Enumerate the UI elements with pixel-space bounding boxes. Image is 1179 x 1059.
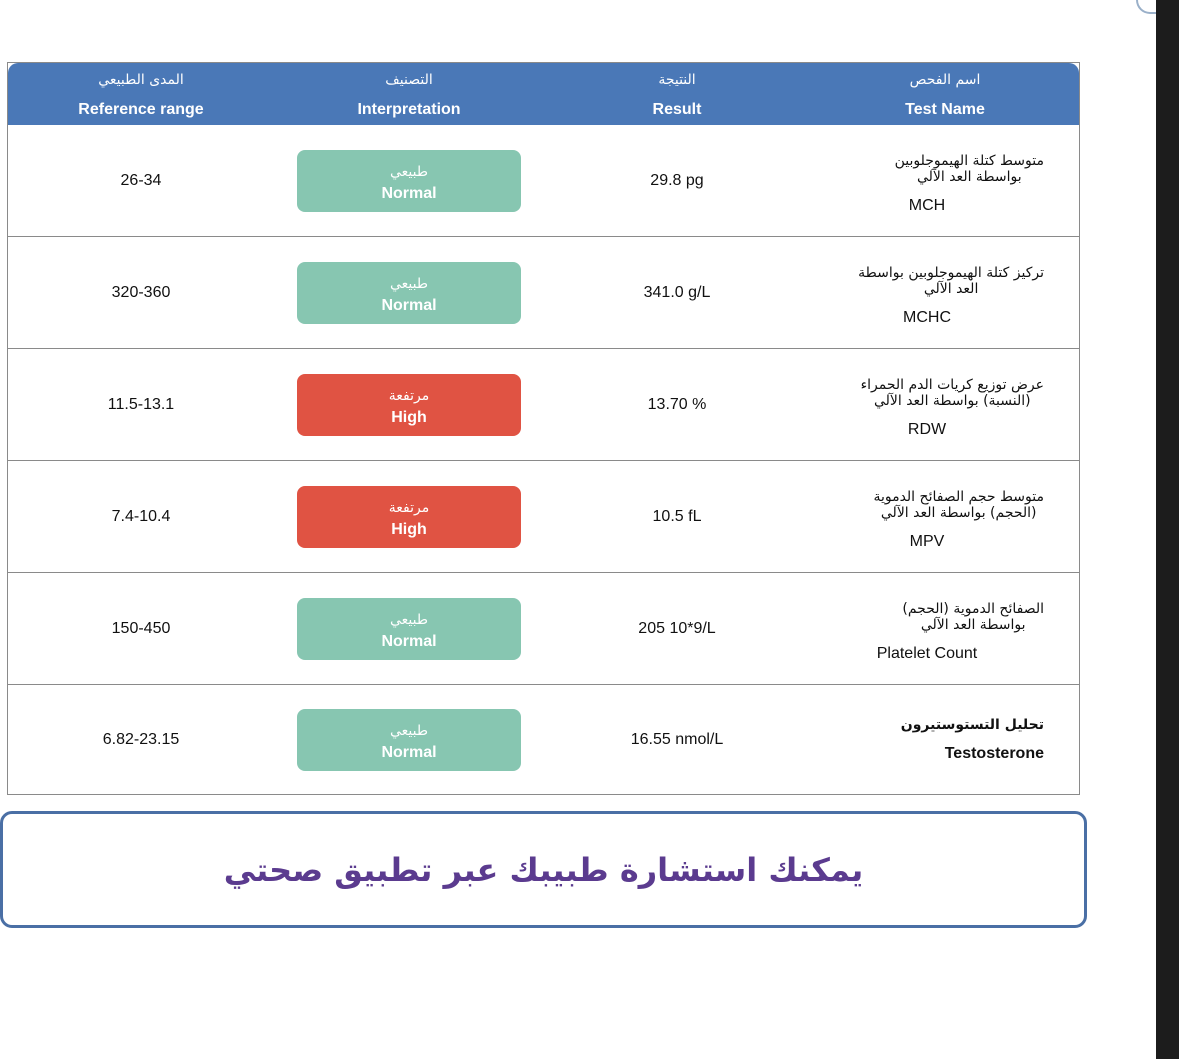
header-test-name-ar: اسم الفحص: [909, 72, 981, 88]
test-name-cell: [810, 573, 1060, 684]
table-row: [8, 573, 1079, 685]
header-result: [544, 63, 810, 125]
status-badge-high: [297, 374, 521, 436]
test-name-ar-line1: تركيز كتلة الهيموجلوبين بواسطة: [858, 265, 1044, 281]
status-label-ar: طبيعي: [389, 275, 428, 292]
status-badge-normal: [297, 262, 521, 324]
test-name-ar-line2: بواسطة العد الآلي: [916, 169, 1022, 185]
test-name-cell: [810, 349, 1060, 460]
status-label-en: Normal: [381, 744, 437, 761]
reference-range-value: 26-34: [120, 171, 162, 189]
status-badge-normal: [297, 709, 521, 771]
status-label-en: High: [391, 520, 427, 538]
test-name-ar: [810, 489, 1044, 521]
test-name-ar: [810, 265, 1044, 297]
result-value: 13.70 %: [647, 395, 707, 413]
status-badge-normal: [297, 598, 521, 660]
status-label-ar: مرتفعة: [388, 499, 430, 516]
test-name-ar: [810, 153, 1044, 185]
header-reference-range-en: Reference range: [78, 101, 204, 118]
reference-range-value: 150-450: [111, 619, 171, 637]
reference-range-value: 7.4-10.4: [111, 507, 171, 525]
test-name-ar: تحليل التستوستيرون: [900, 717, 1044, 733]
consult-doctor-banner[interactable]: [0, 811, 1087, 928]
test-name-en: MCHC: [903, 309, 951, 326]
status-label-en: Normal: [381, 184, 437, 202]
interpretation-cell: [274, 125, 544, 236]
interpretation-cell: [274, 461, 544, 572]
header-interpretation-en: Interpretation: [357, 101, 461, 118]
header-interpretation: [274, 63, 544, 125]
test-name-ar: [810, 601, 1044, 633]
result-value: 205 10*9/L: [638, 619, 716, 637]
result-value: 29.8 pg: [650, 171, 704, 189]
result-value: 341.0 g/L: [643, 283, 711, 301]
table-row: [8, 461, 1079, 573]
test-name-cell: [810, 685, 1060, 795]
test-name-en: MCH: [908, 197, 946, 214]
table-row: [8, 237, 1079, 349]
test-name-en: RDW: [907, 421, 947, 438]
result-value: 16.55 nmol/L: [630, 731, 724, 748]
status-label-ar: طبيعي: [389, 611, 428, 628]
table-header: [8, 63, 1079, 125]
test-name-en: Platelet Count: [876, 645, 978, 662]
table-row: [8, 685, 1079, 795]
status-label-ar: طبيعي: [389, 163, 428, 180]
test-name-ar-line1: عرض توزيع كريات الدم الحمراء: [860, 377, 1044, 393]
header-reference-range: [8, 63, 274, 125]
interpretation-cell: [274, 685, 544, 795]
header-test-name: [810, 63, 1080, 125]
reference-range-value: 320-360: [111, 283, 171, 301]
test-name-ar-line1: متوسط حجم الصفائح الدموية: [873, 489, 1044, 505]
table-row: [8, 349, 1079, 461]
result-value: 10.5 fL: [652, 507, 702, 525]
table-row: [8, 125, 1079, 237]
interpretation-cell: [274, 349, 544, 460]
lab-results-table: [7, 62, 1080, 795]
status-badge-normal: [297, 150, 521, 212]
test-name-ar-line2: العد الآلي: [923, 281, 979, 297]
test-name-en: Testosterone: [944, 745, 1044, 762]
test-name-ar: [810, 377, 1044, 409]
status-label-en: High: [391, 408, 427, 426]
test-name-ar-line1: متوسط كتلة الهيموجلوبين: [894, 153, 1044, 169]
test-name-ar-line2: (الحجم) بواسطة العد الآلي: [880, 505, 1037, 521]
test-name-ar-line2: (النسبة) بواسطة العد الآلي: [873, 393, 1031, 409]
test-name-ar-line1: الصفائح الدموية (الحجم): [902, 601, 1044, 617]
test-name-cell: [810, 461, 1060, 572]
interpretation-cell: [274, 237, 544, 348]
status-label-en: Normal: [381, 632, 437, 650]
interpretation-cell: [274, 573, 544, 684]
test-name-en: MPV: [909, 533, 945, 550]
header-test-name-en: Test Name: [905, 101, 985, 118]
status-label-en: Normal: [381, 296, 437, 314]
test-name-ar-line2: بواسطة العد الآلي: [920, 617, 1026, 633]
status-label-ar: مرتفعة: [388, 387, 430, 404]
reference-range-value: 11.5-13.1: [107, 395, 175, 413]
header-result-ar: النتيجة: [658, 72, 696, 88]
right-edge-bar: [1156, 0, 1179, 1059]
consult-doctor-text: يمكنك استشارة طبيبك عبر تطبيق صحتي: [223, 850, 864, 889]
header-interpretation-ar: التصنيف: [385, 72, 433, 88]
status-label-ar: طبيعي: [389, 723, 428, 739]
status-badge-high: [297, 486, 521, 548]
test-name-cell: [810, 237, 1060, 348]
header-result-en: Result: [652, 101, 702, 118]
test-name-cell: [810, 125, 1060, 236]
header-reference-range-ar: المدى الطبيعي: [98, 72, 184, 88]
reference-range-value: 6.82-23.15: [102, 731, 180, 748]
